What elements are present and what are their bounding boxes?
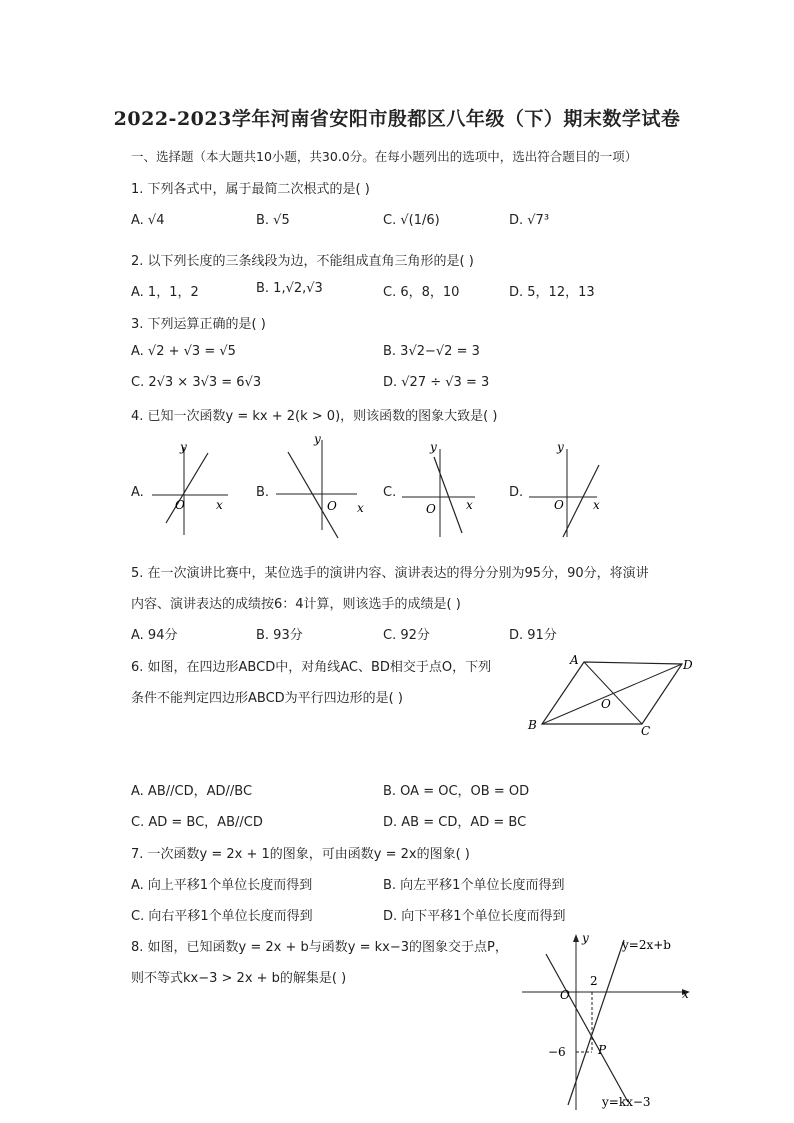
q1-option-a[interactable]: A. √4 — [131, 213, 165, 228]
axis-y-label: y — [430, 440, 437, 454]
q2-option-b[interactable]: B. 1,√2,√3 — [256, 281, 323, 296]
q3-option-d[interactable]: D. √27 ÷ √3 = 3 — [383, 375, 490, 390]
line-kx-minus-3-label: y=kx−3 — [602, 1095, 651, 1109]
vertex-b-label: B — [528, 718, 537, 732]
axis-x-label: x — [593, 498, 600, 512]
axis-x-label: x — [466, 498, 473, 512]
q5-option-d[interactable]: D. 91分 — [509, 628, 557, 643]
page-title: 2022-2023学年河南省安阳市殷都区八年级（下）期末数学试卷 — [113, 108, 681, 130]
q4-option-a[interactable]: A. — [131, 485, 144, 500]
q4-option-d[interactable]: D. — [509, 485, 524, 500]
q4-graph-c — [400, 437, 485, 542]
q6-option-a[interactable]: A. AB//CD，AD//BC — [131, 784, 253, 799]
vertex-c-label: C — [641, 724, 651, 738]
q6-option-d[interactable]: D. AB = CD，AD = BC — [383, 815, 527, 830]
q2-option-a[interactable]: A. 1，1，2 — [131, 285, 199, 300]
question-7-stem: 7. 一次函数y = 2x + 1的图象，可由函数y = 2x的图象( ) — [131, 847, 470, 862]
q4-graph-d — [527, 437, 612, 542]
q2-option-c[interactable]: C. 6，8，10 — [383, 285, 460, 300]
q4-graph-b — [272, 430, 372, 540]
axis-y-label: y — [557, 440, 564, 454]
axis-y-label: y — [180, 440, 187, 454]
q3-option-c[interactable]: C. 2√3 × 3√3 = 6√3 — [131, 375, 262, 390]
origin-label: O — [560, 988, 570, 1002]
q7-option-a[interactable]: A. 向上平移1个单位长度而得到 — [131, 878, 313, 893]
q8-graph-figure — [520, 930, 694, 1115]
vertex-d-label: D — [683, 658, 693, 672]
axis-x-label: x — [357, 501, 364, 515]
q1-option-b[interactable]: B. √5 — [256, 213, 290, 228]
center-o-label: O — [601, 697, 611, 711]
origin-label: O — [175, 498, 185, 512]
intersection-p-label: P — [598, 1043, 607, 1057]
q1-option-d[interactable]: D. √7³ — [509, 213, 550, 228]
question-3-stem: 3. 下列运算正确的是( ) — [131, 317, 266, 332]
q3-option-b[interactable]: B. 3√2−√2 = 3 — [383, 344, 480, 359]
question-8-stem: 8. 如图，已知函数y = 2x + b与函数y = kx−3的图象交于点P， — [131, 940, 508, 955]
q5-option-c[interactable]: C. 92分 — [383, 628, 430, 643]
question-5-stem: 5. 在一次演讲比赛中，某位选手的演讲内容、演讲表达的得分分别为95分，90分，将演讲 — [131, 566, 649, 581]
question-4-stem: 4. 已知一次函数y = kx + 2(k > 0)，则该函数的图象大致是( ) — [131, 409, 498, 424]
q7-option-b[interactable]: B. 向左平移1个单位长度而得到 — [383, 878, 565, 893]
question-6-stem-line2: 条件不能判定四边形ABCD为平行四边形的是( ) — [131, 691, 403, 706]
axis-y-label: y — [314, 432, 321, 446]
q5-option-b[interactable]: B. 93分 — [256, 628, 303, 643]
question-1-stem: 1. 下列各式中，属于最简二次根式的是( ) — [131, 182, 370, 197]
axis-x-label: x — [216, 498, 223, 512]
origin-label: O — [327, 499, 337, 513]
axis-y-label: y — [582, 931, 589, 945]
q4-option-c[interactable]: C. — [383, 485, 397, 500]
question-5-stem-line2: 内容、演讲表达的成绩按6：4计算，则该选手的成绩是( ) — [131, 597, 461, 612]
question-8-stem-line2: 则不等式kx−3 > 2x + b的解集是( ) — [131, 971, 347, 986]
origin-label: O — [426, 502, 436, 516]
origin-label: O — [554, 498, 564, 512]
q1-option-c[interactable]: C. √(1/6) — [383, 213, 440, 228]
q6-option-b[interactable]: B. OA = OC，OB = OD — [383, 784, 530, 799]
axis-x-label: x — [682, 987, 689, 1001]
q6-option-c[interactable]: C. AD = BC，AB//CD — [131, 815, 263, 830]
tick-y-minus-6-label: −6 — [548, 1045, 566, 1059]
question-6-stem: 6. 如图，在四边形ABCD中，对角线AC、BD相交于点O，下列 — [131, 660, 492, 675]
q4-option-b[interactable]: B. — [256, 485, 270, 500]
question-2-stem: 2. 以下列长度的三条线段为边，不能组成直角三角形的是( ) — [131, 254, 474, 269]
q7-option-c[interactable]: C. 向右平移1个单位长度而得到 — [131, 909, 313, 924]
q5-option-a[interactable]: A. 94分 — [131, 628, 178, 643]
q4-graph-a — [148, 435, 233, 540]
vertex-a-label: A — [570, 653, 579, 667]
section-heading: 一、选择题（本大题共10小题，共30.0分。在每小题列出的选项中，选出符合题目的一项） — [131, 149, 638, 164]
tick-x-2-label: 2 — [590, 974, 598, 988]
q6-parallelogram-figure — [522, 650, 702, 740]
q7-option-d[interactable]: D. 向下平移1个单位长度而得到 — [383, 909, 566, 924]
q2-option-d[interactable]: D. 5，12，13 — [509, 285, 595, 300]
q3-option-a[interactable]: A. √2 + √3 = √5 — [131, 344, 236, 359]
line-2x-plus-b-label: y=2x+b — [622, 938, 671, 952]
